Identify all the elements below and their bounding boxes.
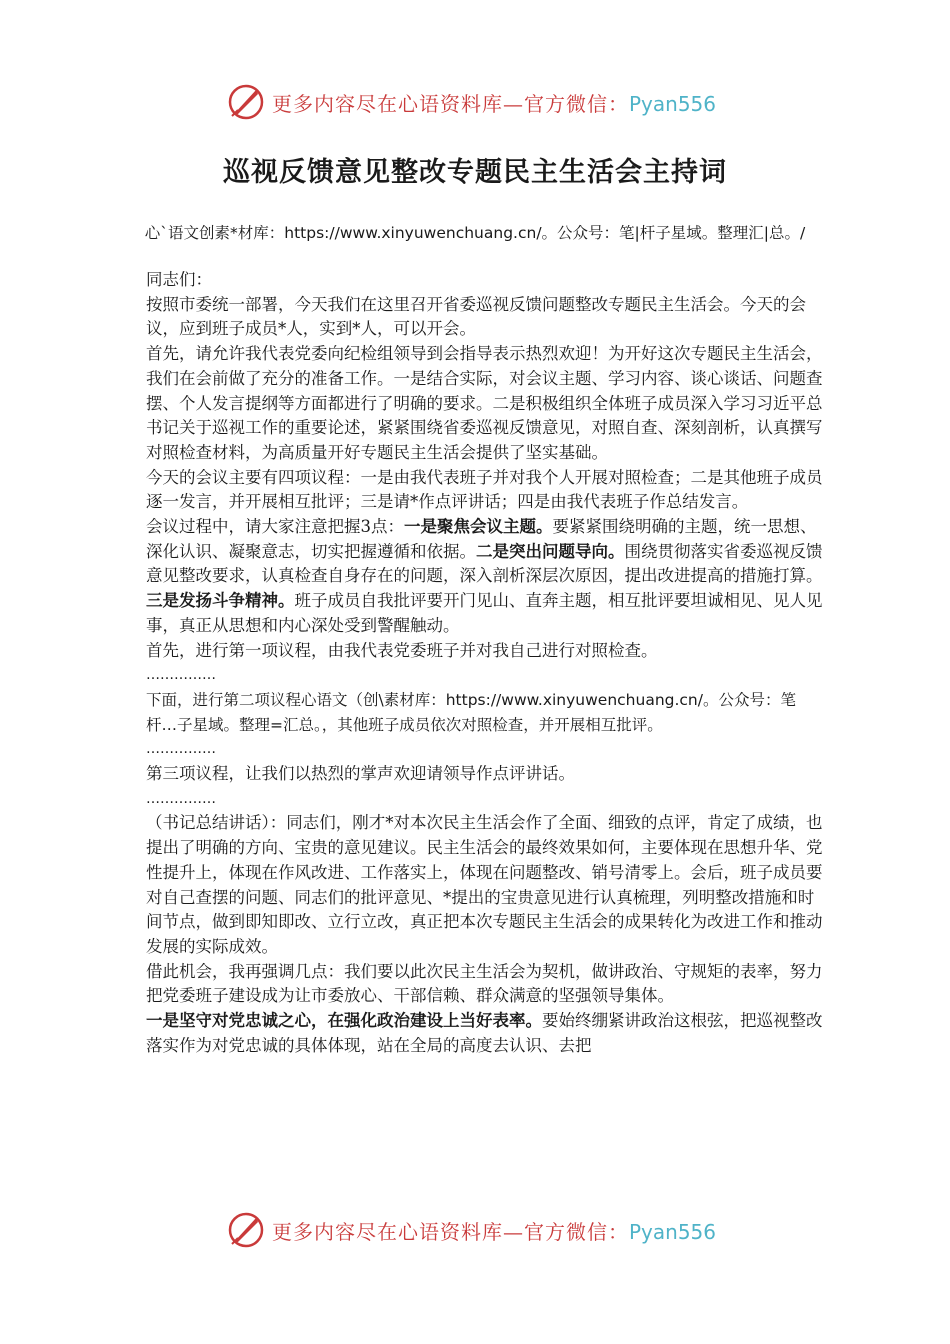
key-point-3: 三是发扬斗争精神。	[146, 591, 295, 611]
key-point-4: 一是坚守对党忠诚之心，在强化政治建设上当好表率。	[146, 1011, 542, 1031]
banner-text	[272, 1216, 716, 1245]
banner-main-text: 更多内容尽在心语资料库—官方微信：	[272, 91, 629, 116]
banner-text	[272, 88, 716, 117]
paragraph-9: 借此机会，我再强调几点：我们要以此次民主生活会为契机，做讲政治、守规矩的表率，努力把党委班子建设成为让市委放心、干部信赖、群众满意的坚强领导集体。	[146, 961, 823, 1006]
banner-wechat-id: Pyan556	[629, 1219, 717, 1244]
quill-logo-icon	[226, 1210, 266, 1250]
ellipsis-1: ……………	[146, 667, 216, 684]
banner-main-text: 更多内容尽在心语资料库—官方微信：	[272, 1219, 629, 1244]
key-point-2: 二是突出问题导向。	[476, 541, 625, 561]
greeting: 同志们：	[146, 270, 212, 289]
quill-logo-icon	[226, 82, 266, 122]
document-body	[146, 268, 826, 1059]
paragraph-3: 今天的会议主要有四项议程：一是由我代表班子并对我个人开展对照检查；二是其他班子成员逐一发言，并开展相互批评；三是请*作点评讲话；四是由我代表班子作总结发言。	[146, 467, 823, 512]
paragraph-6: 下面，进行第二项议程心语文（创\素材库：https://www.xinyuwenchuang.cn/。公众号：笔杆…子星域。整理=汇总。，其他班子成员依次对照检查，并开展相互批评。	[146, 690, 796, 734]
paragraph-10: 一是坚守对党忠诚之心，在强化政治建设上当好表率。要始终绷紧讲政治这根弦，把巡视整改落实作为对党忠诚的具体体现，站在全局的高度去认识、去把	[146, 1011, 823, 1055]
ellipsis-2: ……………	[146, 741, 216, 758]
ellipsis-3: ……………	[146, 790, 216, 807]
page-title: 巡视反馈意见整改专题民主生活会主持词	[223, 157, 727, 188]
source-line: 心`语文创素*材库：https://www.xinyuwenchuang.cn/。公众号：笔|杆子星域。整理汇|总。/	[144, 224, 806, 242]
paragraph-1: 按照市委统一部署，今天我们在这里召开省委巡视反馈问题整改专题民主生活会。今天的会议，应到班子成员*人，实到*人，可以开会。	[146, 294, 806, 339]
paragraph-4: 会议过程中，请大家注意把握3点：一是聚焦会议主题。要紧紧围绕明确的主题，统一思想、深化认识、凝聚意志，切实把握遵循和依据。二是突出问题导向。围绕贯彻落实省委巡视反馈意见整改要求，认真检查自身存在的问题，深入剖析深层次原因，提出改进提高的措施打算。三是发扬斗争精神。班子成员自我批评要开门见山、直奔主题，相互批评要坦诚相见、见人见事，真正从思想和内心深处受到警醒触动。	[146, 517, 823, 635]
banner-wechat-id: Pyan556	[629, 91, 717, 116]
paragraph-8: （书记总结讲话）：同志们，刚才*对本次民主生活会作了全面、细致的点评，肯定了成绩，也提出了明确的方向、宝贵的意见建议。民主生活会的最终效果如何，主要体现在思想升华、党性提升上，体现在作风改进、工作落实上，体现在问题整改、销号清零上。会后，班子成员要对自己查摆的问题、同志们的批评意见、*提出的宝贵意见进行认真梳理，列明整改措施和时间节点，做到即知即改、立行立改，真正把本次专题民主生活会的成果转化为改进工作和推动发展的实际成效。	[146, 813, 823, 956]
header-banner	[0, 78, 950, 126]
paragraph-7: 第三项议程，让我们以热烈的掌声欢迎请领导作点评讲话。	[146, 764, 575, 784]
paragraph-5: 首先，进行第一项议程，由我代表党委班子并对我自己进行对照检查。	[146, 640, 658, 660]
key-point-1: 一是聚焦会议主题。	[404, 517, 553, 537]
footer-banner	[0, 1206, 950, 1254]
paragraph-2: 首先，请允许我代表党委向纪检组领导到会指导表示热烈欢迎！为开好这次专题民主生活会，我们在会前做了充分的准备工作。一是结合实际，对会议主题、学习内容、谈心谈话、问题查摆、个人发言提纲等方面都进行了明确的要求。二是积极组织全体班子成员深入学习习近平总书记关于巡视工作的重要论述，紧紧围绕省委巡视反馈意见，对照自查、深刻剖析，认真撰写对照检查材料，为高质量开好专题民主生活会提供了坚实基础。	[146, 344, 823, 462]
